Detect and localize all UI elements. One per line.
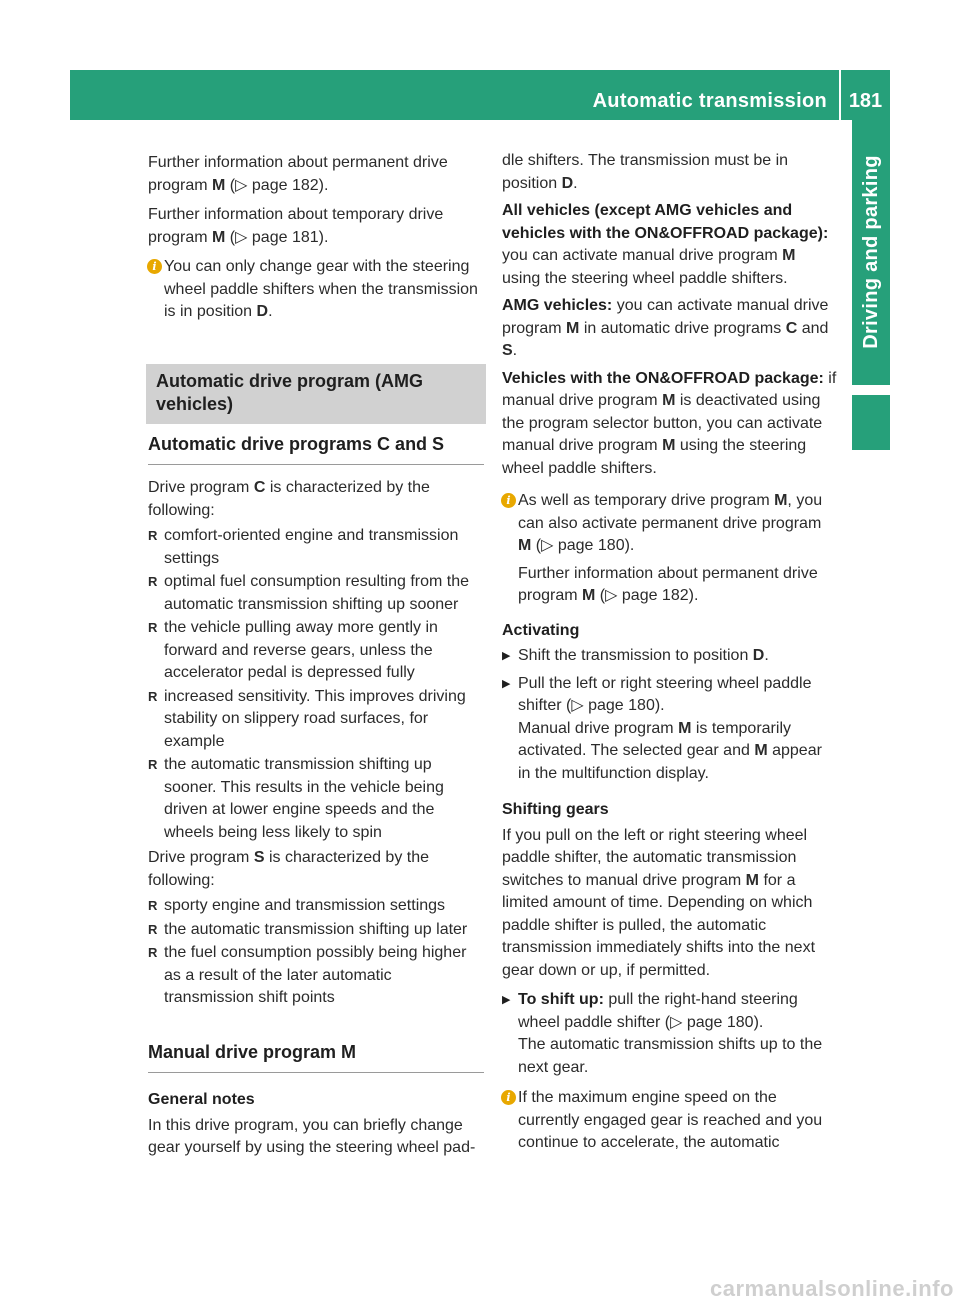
- step-arrow-icon: ▶: [502, 994, 511, 1006]
- step-arrow-icon: ▶: [502, 677, 511, 690]
- list-item: R optimal fuel consumption resulting from the automatic transmission shifting up sooner: [148, 571, 484, 616]
- activating-heading: Activating: [502, 621, 580, 639]
- side-tab-label: Driving and parking: [859, 155, 882, 349]
- page-ref-link[interactable]: page 180: [557, 537, 625, 554]
- list-item: R comfort-oriented engine and transmission settings: [148, 525, 484, 570]
- page-ref-link[interactable]: page 182: [621, 587, 689, 604]
- info-note: i As well as temporary drive program M, you can also activate permanent drive program M (▷ page 180). Further information about permanent drive program M (▷ page 182).: [502, 490, 838, 608]
- info-icon: i: [147, 259, 162, 274]
- info-note: i You can only change gear with the steering wheel paddle shifters when the transmission is in position D.: [148, 256, 484, 324]
- page-ref-link[interactable]: page 180: [686, 1013, 754, 1031]
- amg-vehicles-paragraph: AMG vehicles: you can activate manual drive program M in automatic drive programs C and S.: [502, 297, 829, 359]
- page-header: [70, 70, 890, 120]
- page-ref-link[interactable]: page 182: [251, 176, 319, 194]
- side-tab-marker: [852, 395, 890, 450]
- program-c-list: [148, 525, 484, 844]
- general-notes-heading: General notes: [148, 1091, 255, 1108]
- step-shift-up: ▶ To shift up: pull the right-hand steering wheel paddle shifter (▷ page 180). The automatic transmission shifts up to the next gear.: [502, 989, 838, 1079]
- list-item: R the fuel consumption possibly being higher as a result of the later automatic transmission shift points: [148, 942, 484, 1010]
- page-ref-link[interactable]: page 181: [251, 228, 319, 246]
- page-number: 181: [848, 90, 883, 112]
- step-arrow-icon: ▶: [502, 650, 511, 662]
- subheading-programs-c-s: Automatic drive programs C and S: [148, 424, 484, 466]
- watermark: carmanualsonline.info: [710, 1275, 954, 1301]
- info-icon: i: [501, 1090, 516, 1105]
- program-s-list: [148, 895, 484, 1010]
- page-ref-link[interactable]: page 180: [588, 697, 655, 714]
- list-item: R sporty engine and transmission settings: [148, 895, 484, 918]
- intro-temporary: Further information about temporary drive program M (▷ page 181).: [148, 206, 444, 246]
- general-notes-text: In this drive program, you can briefly change gear yourself by using the steering wheel pad-: [148, 1116, 476, 1156]
- list-item: R the automatic transmission shifting up later: [148, 919, 484, 942]
- intro-permanent: Further information about permanent drive program M (▷ page 182).: [148, 154, 448, 194]
- program-c-intro: Drive program C is characterized by the following:: [148, 479, 430, 519]
- right-column: [502, 150, 838, 1162]
- left-column: [148, 152, 484, 1167]
- subheading-manual-program: Manual drive program M: [148, 1032, 484, 1074]
- step-pull-paddle: ▶ Pull the left or right steering wheel paddle shifter (▷ page 180). Manual drive program M is temporarily activated. The selected gear and M appear in the multifunction display.: [502, 673, 838, 786]
- onoffroad-paragraph: Vehicles with the ON&OFFROAD package: if manual drive program M is deactivated using the program selector button, you can activate manual drive program M using the steering wheel paddle shifters.: [502, 369, 837, 477]
- step-result: Manual drive program M is temporarily activated. The selected gear and M appear in the multifunction display.: [518, 719, 822, 782]
- chapter-title: Automatic transmission: [592, 90, 827, 112]
- list-item: R increased sensitivity. This improves driving stability on slippery road surfaces, for example: [148, 686, 484, 754]
- shifting-gears-text: If you pull on the left or right steering wheel paddle shifter, the automatic transmission switches to manual drive program M for a limited amount of time. Depending on which paddle shifter is pulled, the automatic transmission immediately shifts into the next gear down or up, if permitted.: [502, 826, 816, 979]
- note-continuation: Further information about permanent drive program M (▷ page 182).: [518, 564, 818, 604]
- program-s-intro: Drive program S is characterized by the following:: [148, 849, 430, 889]
- info-note: i If the maximum engine speed on the currently engaged gear is reached and you continue to accelerate, the automatic: [502, 1087, 838, 1155]
- step-result: The automatic transmission shifts up to the next gear.: [518, 1036, 823, 1076]
- list-item: R the vehicle pulling away more gently in forward and reverse gears, unless the accelerator pedal is depressed fully: [148, 617, 484, 685]
- step-shift-to-d: ▶ Shift the transmission to position D.: [502, 645, 838, 668]
- continued-text: dle shifters. The transmission must be in position D.: [502, 152, 789, 192]
- info-icon: i: [501, 493, 516, 508]
- shifting-gears-heading: Shifting gears: [502, 801, 609, 818]
- side-tab: [852, 120, 890, 385]
- all-vehicles-paragraph: All vehicles (except AMG vehicles and vehicles with the ON&OFFROAD package): you can activate manual drive program M using the steering wheel paddle shifters.: [502, 202, 829, 287]
- list-item: R the automatic transmission shifting up sooner. This results in the vehicle being driven at lower engine speeds and the wheels being less likely to spin: [148, 754, 484, 844]
- section-title: Automatic drive program (AMG vehicles): [146, 364, 486, 424]
